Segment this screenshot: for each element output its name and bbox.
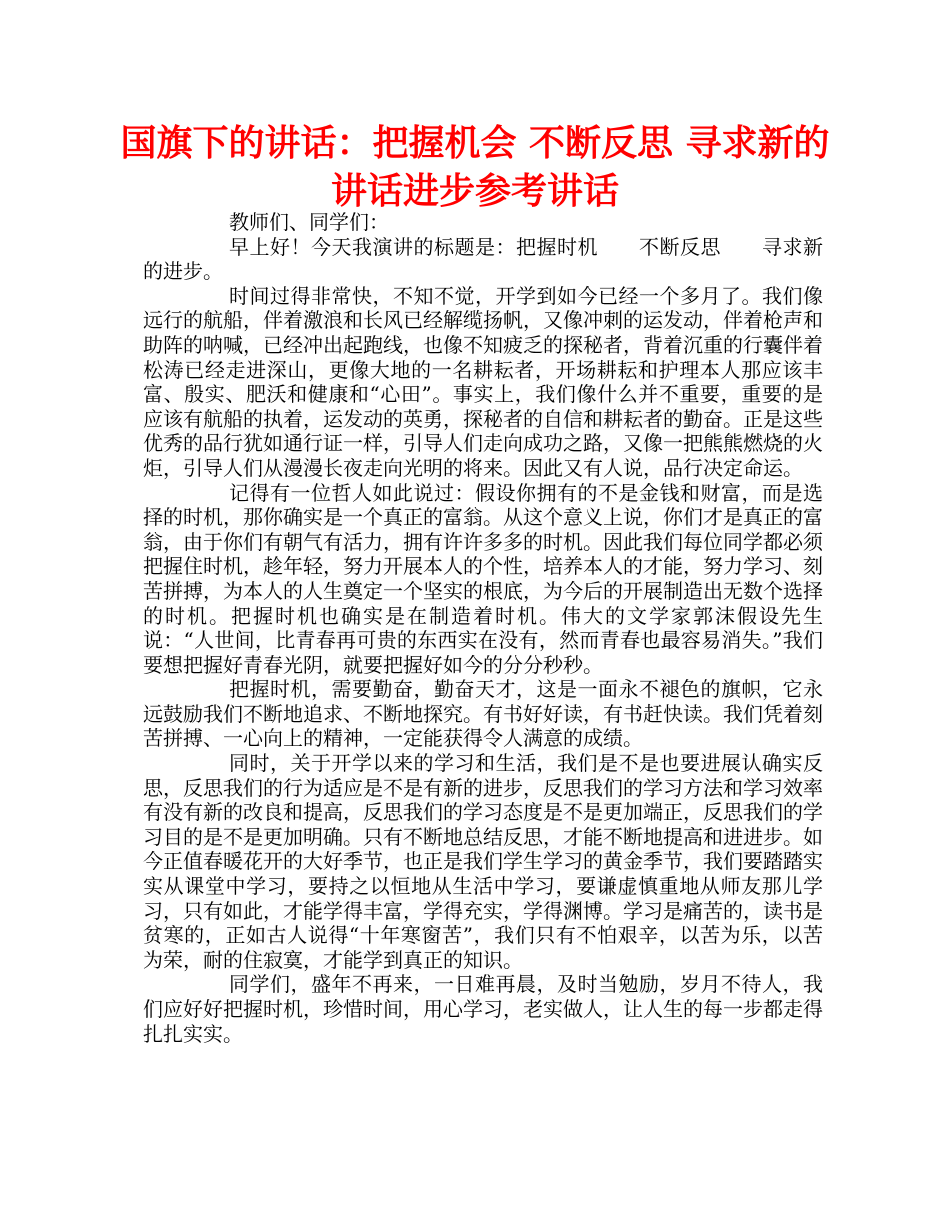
paragraph-5: 同时，关于开学以来的学习和生活，我们是不是也要进展认确实反思，反思我们的行为适应是不是有新的进步，反思我们的学习方法和学习效率有没有新的改良和提高，反思我们的学习态度是不是更加端正，反思我们的学习目的是不是更加明确。只有不断地总结反思，才能不断地提高和进进步。如今正值春暖花开的大好季节，也正是我们学生学习的黄金季节，我们要踏踏实实从课堂中学习，要持之以恒地从生活中学习，要谦虚慎重地从师友那儿学习，只有如此，才能学得丰富，学得充实，学得渊博。学习是痛苦的，读书是贫寒的，正如古人说得“十年寒窗苦”，我们只有不怕艰辛，以苦为乐，以苦为荣，耐的住寂寞，才能学到真正的知识。 bbox=[143, 751, 823, 972]
document-body bbox=[143, 210, 823, 1046]
salutation: 教师们、同学们： bbox=[229, 210, 389, 234]
paragraph-4: 把握时机，需要勤奋，勤奋天才，这是一面永不褪色的旗帜，它永远鼓励我们不断地追求、不断地探究。有书好好读，有书赶快读。我们凭着刻苦拼搏、一心向上的精神，一定能获得令人满意的成绩。 bbox=[143, 677, 823, 751]
paragraph-3: 记得有一位哲人如此说过：假设你拥有的不是金钱和财富，而是选择的时机，那你确实是一个真正的富翁。从这个意义上说，你们才是真正的富翁，由于你们有朝气有活力，拥有许许多多的时机。因此我们每位同学都必须把握住时机，趁年轻，努力开展本人的个性，培养本人的才能，努力学习、刻苦拼搏，为本人的人生奠定一个坚实的根底，为今后的开展制造出无数个选择的时机。把握时机也确实是在制造着时机。伟大的文学家郭沫假设先生说：“人世间，比青春再可贵的东西实在没有，然而青春也最容易消失。”我们要想把握好青春光阴，就要把握好如今的分分秒秒。 bbox=[143, 480, 823, 677]
paragraph-1: 早上好！今天我演讲的标题是：把握时机 不断反思 寻求新的进步。 bbox=[143, 234, 823, 284]
paragraph-2: 时间过得非常快，不知不觉，开学到如今已经一个多月了。我们像远行的航船，伴着激浪和长风已经解缆扬帆，又像冲刺的运发动，伴着枪声和助阵的呐喊，已经冲出起跑线，也像不知疲乏的探秘者，背着沉重的行囊伴着松涛已经走进深山，更像大地的一名耕耘者，开场耕耘和护理本人那应该丰富、殷实、肥沃和健康和“心田”。事实上，我们像什么并不重要，重要的是应该有航船的执着，运发动的英勇，探秘者的自信和耕耘者的勤奋。正是这些优秀的品行犹如通行证一样，引导人们走向成功之路，又像一把熊熊燃烧的火炬，引导人们从漫漫长夜走向光明的将来。因此又有人说，品行决定命运。 bbox=[143, 283, 823, 480]
document-title: 国旗下的讲话：把握机会 不断反思 寻求新的讲话进步参考讲话 bbox=[120, 123, 830, 212]
paragraph-6: 同学们，盛年不再来，一日难再晨，及时当勉励，岁月不待人，我们应好好把握时机，珍惜时间，用心学习，老实做人，让人生的每一步都走得扎扎实实。 bbox=[143, 972, 823, 1046]
